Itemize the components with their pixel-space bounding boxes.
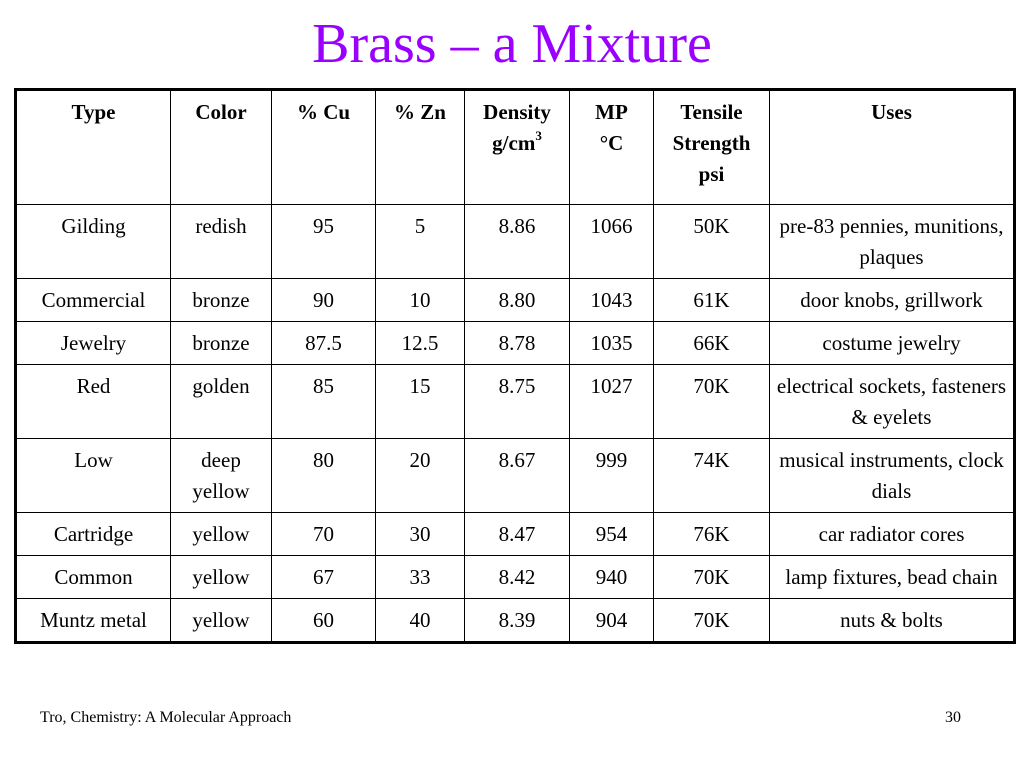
cell-percent-zn: 33	[376, 556, 465, 599]
cell-uses: car radiator cores	[770, 513, 1015, 556]
header-density	[465, 90, 570, 205]
cell-percent-zn: 40	[376, 599, 465, 643]
cell-uses: pre-83 pennies, munitions, plaques	[770, 205, 1015, 279]
header-percent-cu: % Cu	[272, 90, 376, 205]
cell-mp: 1066	[570, 205, 654, 279]
cell-mp: 999	[570, 439, 654, 513]
cell-uses: nuts & bolts	[770, 599, 1015, 643]
table-body	[16, 205, 1015, 643]
cell-color: deep yellow	[171, 439, 272, 513]
cell-mp: 1035	[570, 322, 654, 365]
cell-mp: 1027	[570, 365, 654, 439]
cell-color: bronze	[171, 322, 272, 365]
table-header-row	[16, 90, 1015, 205]
cell-percent-cu: 87.5	[272, 322, 376, 365]
cell-type: Jewelry	[16, 322, 171, 365]
table-row	[16, 279, 1015, 322]
header-density-label: Density	[483, 100, 551, 124]
header-uses: Uses	[770, 90, 1015, 205]
cell-type: Muntz metal	[16, 599, 171, 643]
cell-percent-zn: 10	[376, 279, 465, 322]
table-row	[16, 322, 1015, 365]
cell-type: Commercial	[16, 279, 171, 322]
header-tensile-label-1: Tensile	[680, 100, 743, 124]
cell-tensile-strength: 66K	[654, 322, 770, 365]
cell-uses: musical instruments, clock dials	[770, 439, 1015, 513]
cell-type: Cartridge	[16, 513, 171, 556]
footer-source: Tro, Chemistry: A Molecular Approach	[40, 709, 292, 726]
footer-page-number: 30	[945, 709, 961, 726]
header-density-unit-exponent: 3	[535, 128, 542, 143]
cell-color: redish	[171, 205, 272, 279]
cell-density: 8.80	[465, 279, 570, 322]
cell-density: 8.47	[465, 513, 570, 556]
cell-density: 8.67	[465, 439, 570, 513]
cell-tensile-strength: 74K	[654, 439, 770, 513]
header-mp	[570, 90, 654, 205]
table-row	[16, 513, 1015, 556]
table-row	[16, 205, 1015, 279]
cell-density: 8.39	[465, 599, 570, 643]
cell-uses: lamp fixtures, bead chain	[770, 556, 1015, 599]
cell-percent-cu: 70	[272, 513, 376, 556]
cell-mp: 940	[570, 556, 654, 599]
header-color: Color	[171, 90, 272, 205]
cell-color: yellow	[171, 513, 272, 556]
cell-percent-zn: 30	[376, 513, 465, 556]
cell-tensile-strength: 70K	[654, 556, 770, 599]
cell-tensile-strength: 50K	[654, 205, 770, 279]
header-density-unit: g/cm	[492, 131, 536, 155]
cell-type: Gilding	[16, 205, 171, 279]
header-mp-unit: °C	[599, 131, 624, 155]
cell-uses: door knobs, grillwork	[770, 279, 1015, 322]
cell-percent-cu: 90	[272, 279, 376, 322]
cell-mp: 954	[570, 513, 654, 556]
cell-percent-cu: 67	[272, 556, 376, 599]
cell-percent-cu: 85	[272, 365, 376, 439]
cell-color: yellow	[171, 556, 272, 599]
cell-tensile-strength: 76K	[654, 513, 770, 556]
cell-mp: 1043	[570, 279, 654, 322]
header-tensile-label-2: Strength	[672, 131, 751, 155]
cell-percent-cu: 95	[272, 205, 376, 279]
table-row	[16, 365, 1015, 439]
cell-percent-zn: 20	[376, 439, 465, 513]
cell-type: Red	[16, 365, 171, 439]
header-type: Type	[16, 90, 171, 205]
cell-tensile-strength: 70K	[654, 599, 770, 643]
brass-table	[14, 88, 1016, 644]
cell-color: golden	[171, 365, 272, 439]
cell-density: 8.86	[465, 205, 570, 279]
cell-uses: costume jewelry	[770, 322, 1015, 365]
cell-density: 8.78	[465, 322, 570, 365]
cell-tensile-strength: 61K	[654, 279, 770, 322]
cell-density: 8.42	[465, 556, 570, 599]
cell-type: Common	[16, 556, 171, 599]
cell-tensile-strength: 70K	[654, 365, 770, 439]
header-mp-label: MP	[595, 100, 628, 124]
table-row	[16, 556, 1015, 599]
cell-type: Low	[16, 439, 171, 513]
slide-title: Brass – a Mixture	[312, 13, 712, 75]
table-row	[16, 599, 1015, 643]
cell-density: 8.75	[465, 365, 570, 439]
header-tensile-unit: psi	[698, 162, 725, 186]
cell-percent-zn: 15	[376, 365, 465, 439]
cell-percent-zn: 5	[376, 205, 465, 279]
cell-percent-cu: 60	[272, 599, 376, 643]
header-percent-zn: % Zn	[376, 90, 465, 205]
cell-percent-zn: 12.5	[376, 322, 465, 365]
table-row	[16, 439, 1015, 513]
cell-uses: electrical sockets, fasteners & eyelets	[770, 365, 1015, 439]
cell-color: yellow	[171, 599, 272, 643]
cell-mp: 904	[570, 599, 654, 643]
header-tensile-strength	[654, 90, 770, 205]
cell-percent-cu: 80	[272, 439, 376, 513]
cell-color: bronze	[171, 279, 272, 322]
